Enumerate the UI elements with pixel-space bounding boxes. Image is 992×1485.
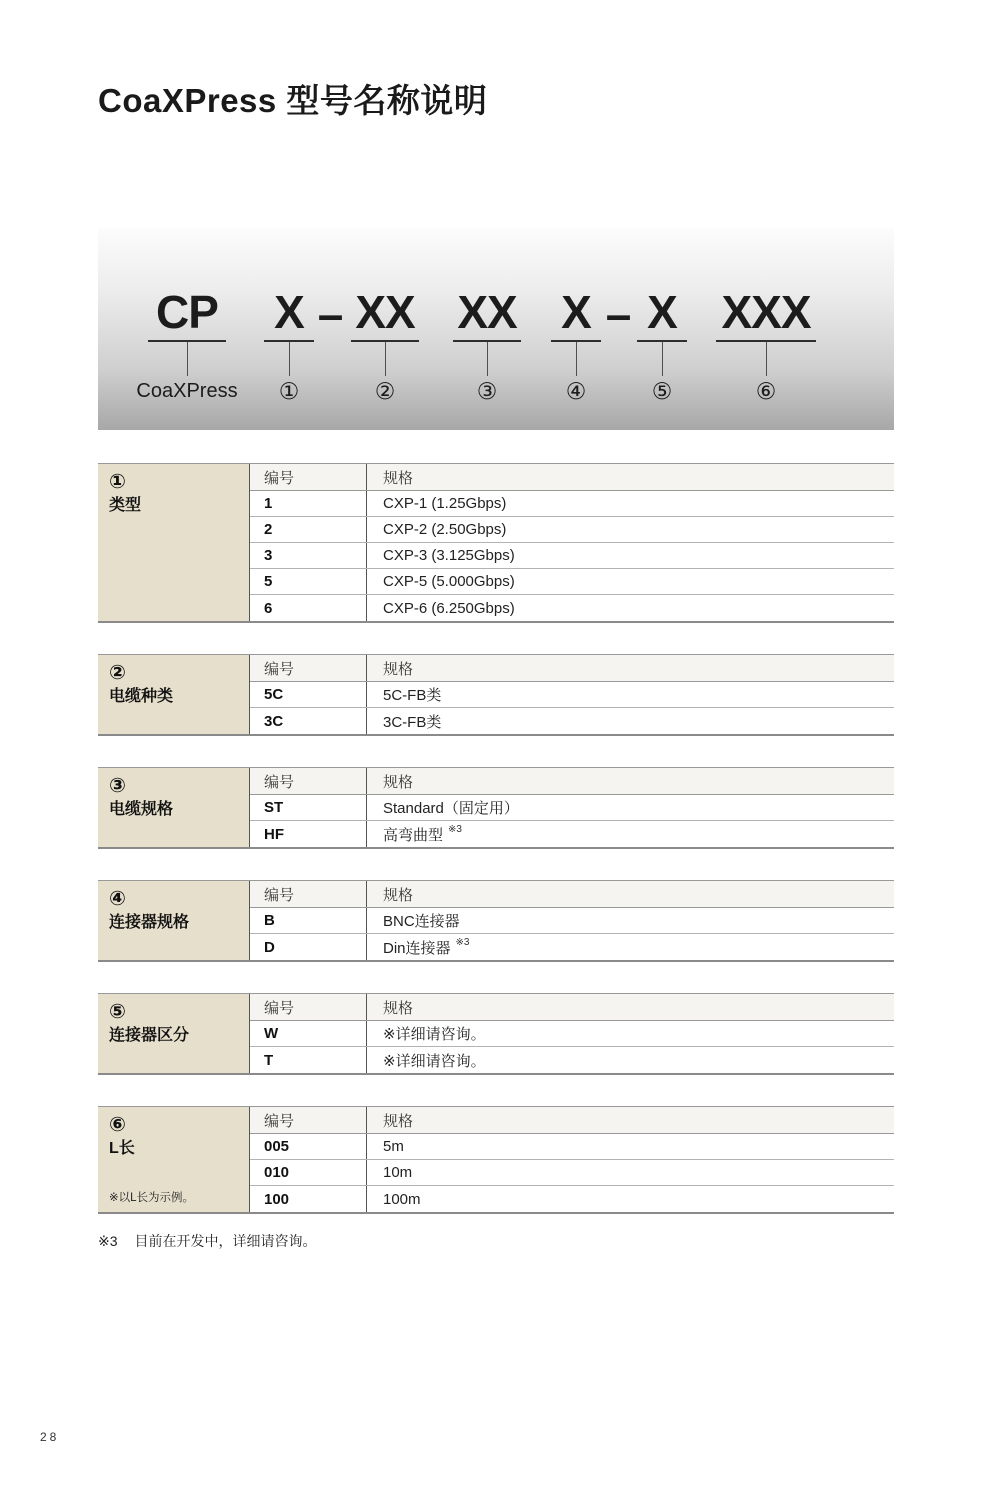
- category-label: 类型: [109, 497, 142, 514]
- code-text: X: [551, 290, 601, 342]
- table-header-row: [250, 1107, 894, 1134]
- code-text: XX: [453, 290, 521, 342]
- spec-cell: [367, 491, 894, 516]
- spec-cell: [367, 1134, 894, 1159]
- table-label-cell: [98, 655, 250, 734]
- table-grid: [250, 881, 894, 960]
- header-code: 编号: [250, 464, 367, 490]
- header-code: 编号: [250, 768, 367, 794]
- code-segment-3: [453, 286, 521, 405]
- table-row: [250, 595, 894, 621]
- code-cell: 005: [250, 1134, 367, 1159]
- code-cell: HF: [250, 821, 367, 847]
- table-row: [250, 682, 894, 708]
- model-code-diagram: [98, 228, 894, 430]
- code-cell: 100: [250, 1186, 367, 1212]
- code-cell: 3: [250, 543, 367, 568]
- spec-text: CXP-2 (2.50Gbps): [383, 521, 507, 538]
- circled-number: ③: [109, 775, 126, 797]
- spec-text: 3C-FB类: [383, 713, 442, 731]
- table-row: [250, 1021, 894, 1047]
- code-cell: W: [250, 1021, 367, 1046]
- code-segment-cp: [136, 286, 238, 405]
- table-label-cell: [98, 464, 250, 621]
- table-grid: [250, 464, 894, 621]
- header-spec: 规格: [383, 660, 414, 678]
- category-label: 连接器规格: [109, 914, 190, 931]
- code-segment-2: [351, 286, 419, 405]
- spec-text: CXP-1 (1.25Gbps): [383, 495, 507, 512]
- dash-text: –: [317, 288, 343, 340]
- footnote-ref: ※3: [455, 937, 470, 948]
- table-header-row: [250, 994, 894, 1021]
- circled-number: ②: [109, 662, 126, 684]
- code-cell: 6: [250, 595, 367, 621]
- spec-cell: [367, 1021, 894, 1046]
- table-grid: [250, 994, 894, 1073]
- circled-number-label: ①: [278, 377, 300, 404]
- spec-cell: [367, 1160, 894, 1185]
- table-header-row: [250, 464, 894, 491]
- spec-cell: [367, 682, 894, 707]
- spec-text: 高弯曲型: [383, 826, 444, 844]
- category-label: L长: [109, 1140, 135, 1157]
- spec-cell: [367, 543, 894, 568]
- spec-text: ※详细请咨询。: [383, 1026, 486, 1043]
- spec-table-length: [98, 1106, 894, 1214]
- code-segment-1: [264, 286, 314, 405]
- page-title: CoaXPress 型号名称说明: [98, 82, 488, 119]
- header-code: 编号: [250, 1107, 367, 1133]
- spec-cell: [367, 517, 894, 542]
- header-code: 编号: [250, 881, 367, 907]
- table-row: [250, 908, 894, 934]
- spec-table-connector-spec: [98, 880, 894, 962]
- spec-text: Standard（固定用）: [383, 800, 519, 817]
- circled-number: ①: [109, 471, 126, 493]
- table-label-cell: [98, 1107, 250, 1212]
- table-header-row: [250, 655, 894, 682]
- table-row: [250, 1134, 894, 1160]
- table-row: [250, 491, 894, 517]
- connector-line: [487, 342, 488, 376]
- code-cell: 5: [250, 569, 367, 594]
- spec-text: BNC连接器: [383, 913, 460, 930]
- code-text: X: [264, 290, 314, 342]
- table-row: [250, 821, 894, 847]
- footnote-ref: ※3: [448, 824, 462, 835]
- table-label-cell: [98, 994, 250, 1073]
- circled-number-label: ④: [565, 377, 587, 404]
- table-grid: [250, 768, 894, 847]
- code-dash: [316, 290, 344, 342]
- header-spec: 规格: [383, 999, 414, 1017]
- circled-number-label: ②: [374, 377, 396, 404]
- spec-cell: [367, 1047, 894, 1073]
- spec-cell: [367, 569, 894, 594]
- code-text: CP: [148, 290, 226, 342]
- footnote: [98, 1231, 894, 1251]
- spec-text: Din连接器: [383, 939, 451, 957]
- spec-cell: [367, 821, 894, 847]
- spec-text: 10m: [383, 1164, 413, 1181]
- spec-cell: [367, 1186, 894, 1212]
- spec-cell: [367, 934, 894, 960]
- circled-number-label: ⑥: [755, 377, 777, 404]
- code-cell: 2: [250, 517, 367, 542]
- spec-table-connector-division: [98, 993, 894, 1075]
- connector-line: [385, 342, 386, 376]
- circled-number: ④: [109, 888, 126, 910]
- footnote-marker: ※3: [98, 1233, 118, 1249]
- code-dash: [604, 290, 632, 342]
- spec-text: ※详细请咨询。: [383, 1052, 486, 1070]
- code-segment-4: [551, 286, 601, 405]
- code-segment-5: [637, 286, 687, 405]
- table-label-cell: [98, 881, 250, 960]
- code-cell: 5C: [250, 682, 367, 707]
- code-cell: B: [250, 908, 367, 933]
- header-code: 编号: [250, 994, 367, 1020]
- category-label: 电缆规格: [109, 801, 174, 818]
- table-row: [250, 1047, 894, 1073]
- connector-line: [766, 342, 767, 376]
- code-cell: 010: [250, 1160, 367, 1185]
- spec-text: 5m: [383, 1138, 404, 1155]
- table-grid: [250, 655, 894, 734]
- table-row: [250, 1160, 894, 1186]
- table-row: [250, 569, 894, 595]
- spec-cell: [367, 595, 894, 621]
- spec-table-cable-spec: [98, 767, 894, 849]
- connector-line: [576, 342, 577, 376]
- spec-text: CXP-3 (3.125Gbps): [383, 547, 515, 564]
- code-segment-6: [716, 286, 816, 405]
- category-label: 连接器区分: [109, 1027, 190, 1044]
- code-text: X: [637, 290, 687, 342]
- header-spec: 规格: [383, 773, 414, 791]
- dash-text: –: [605, 288, 631, 340]
- connector-line: [289, 342, 290, 376]
- table-header-row: [250, 881, 894, 908]
- table-row: [250, 517, 894, 543]
- header-spec: 规格: [383, 469, 414, 487]
- page-number: 28: [40, 1430, 60, 1444]
- category-label: 电缆种类: [109, 688, 174, 705]
- brand-label: CoaXPress: [136, 379, 238, 402]
- spec-text: CXP-6 (6.250Gbps): [383, 599, 515, 617]
- code-cell: 1: [250, 491, 367, 516]
- spec-cell: [367, 908, 894, 933]
- header-spec: 规格: [383, 1112, 414, 1130]
- code-cell: T: [250, 1047, 367, 1073]
- spec-table-type: [98, 463, 894, 623]
- circled-number: ⑤: [109, 1001, 126, 1023]
- table-grid: [250, 1107, 894, 1212]
- spec-cell: [367, 795, 894, 820]
- circled-number-label: ⑤: [651, 377, 673, 404]
- spec-text: CXP-5 (5.000Gbps): [383, 573, 515, 590]
- footnote-text: 目前在开发中，详细请咨询。: [134, 1233, 317, 1249]
- table-row: [250, 795, 894, 821]
- spec-cell: [367, 708, 894, 734]
- circled-number: ⑥: [109, 1114, 126, 1136]
- table-label-cell: [98, 768, 250, 847]
- connector-line: [187, 342, 188, 376]
- header-code: 编号: [250, 655, 367, 681]
- label-note: ※以L长为示例。: [109, 1192, 195, 1204]
- connector-line: [662, 342, 663, 376]
- header-spec: 规格: [383, 886, 414, 904]
- spec-table-cable-kind: [98, 654, 894, 736]
- spec-text: 100m: [383, 1190, 421, 1208]
- code-cell: ST: [250, 795, 367, 820]
- table-row: [250, 934, 894, 960]
- table-row: [250, 543, 894, 569]
- code-text: XXX: [716, 290, 816, 342]
- spec-text: 5C-FB类: [383, 687, 442, 704]
- circled-number-label: ③: [476, 377, 498, 404]
- code-cell: D: [250, 934, 367, 960]
- table-header-row: [250, 768, 894, 795]
- code-cell: 3C: [250, 708, 367, 734]
- code-text: XX: [351, 290, 419, 342]
- table-row: [250, 708, 894, 734]
- page-content: [0, 82, 992, 1251]
- table-row: [250, 1186, 894, 1212]
